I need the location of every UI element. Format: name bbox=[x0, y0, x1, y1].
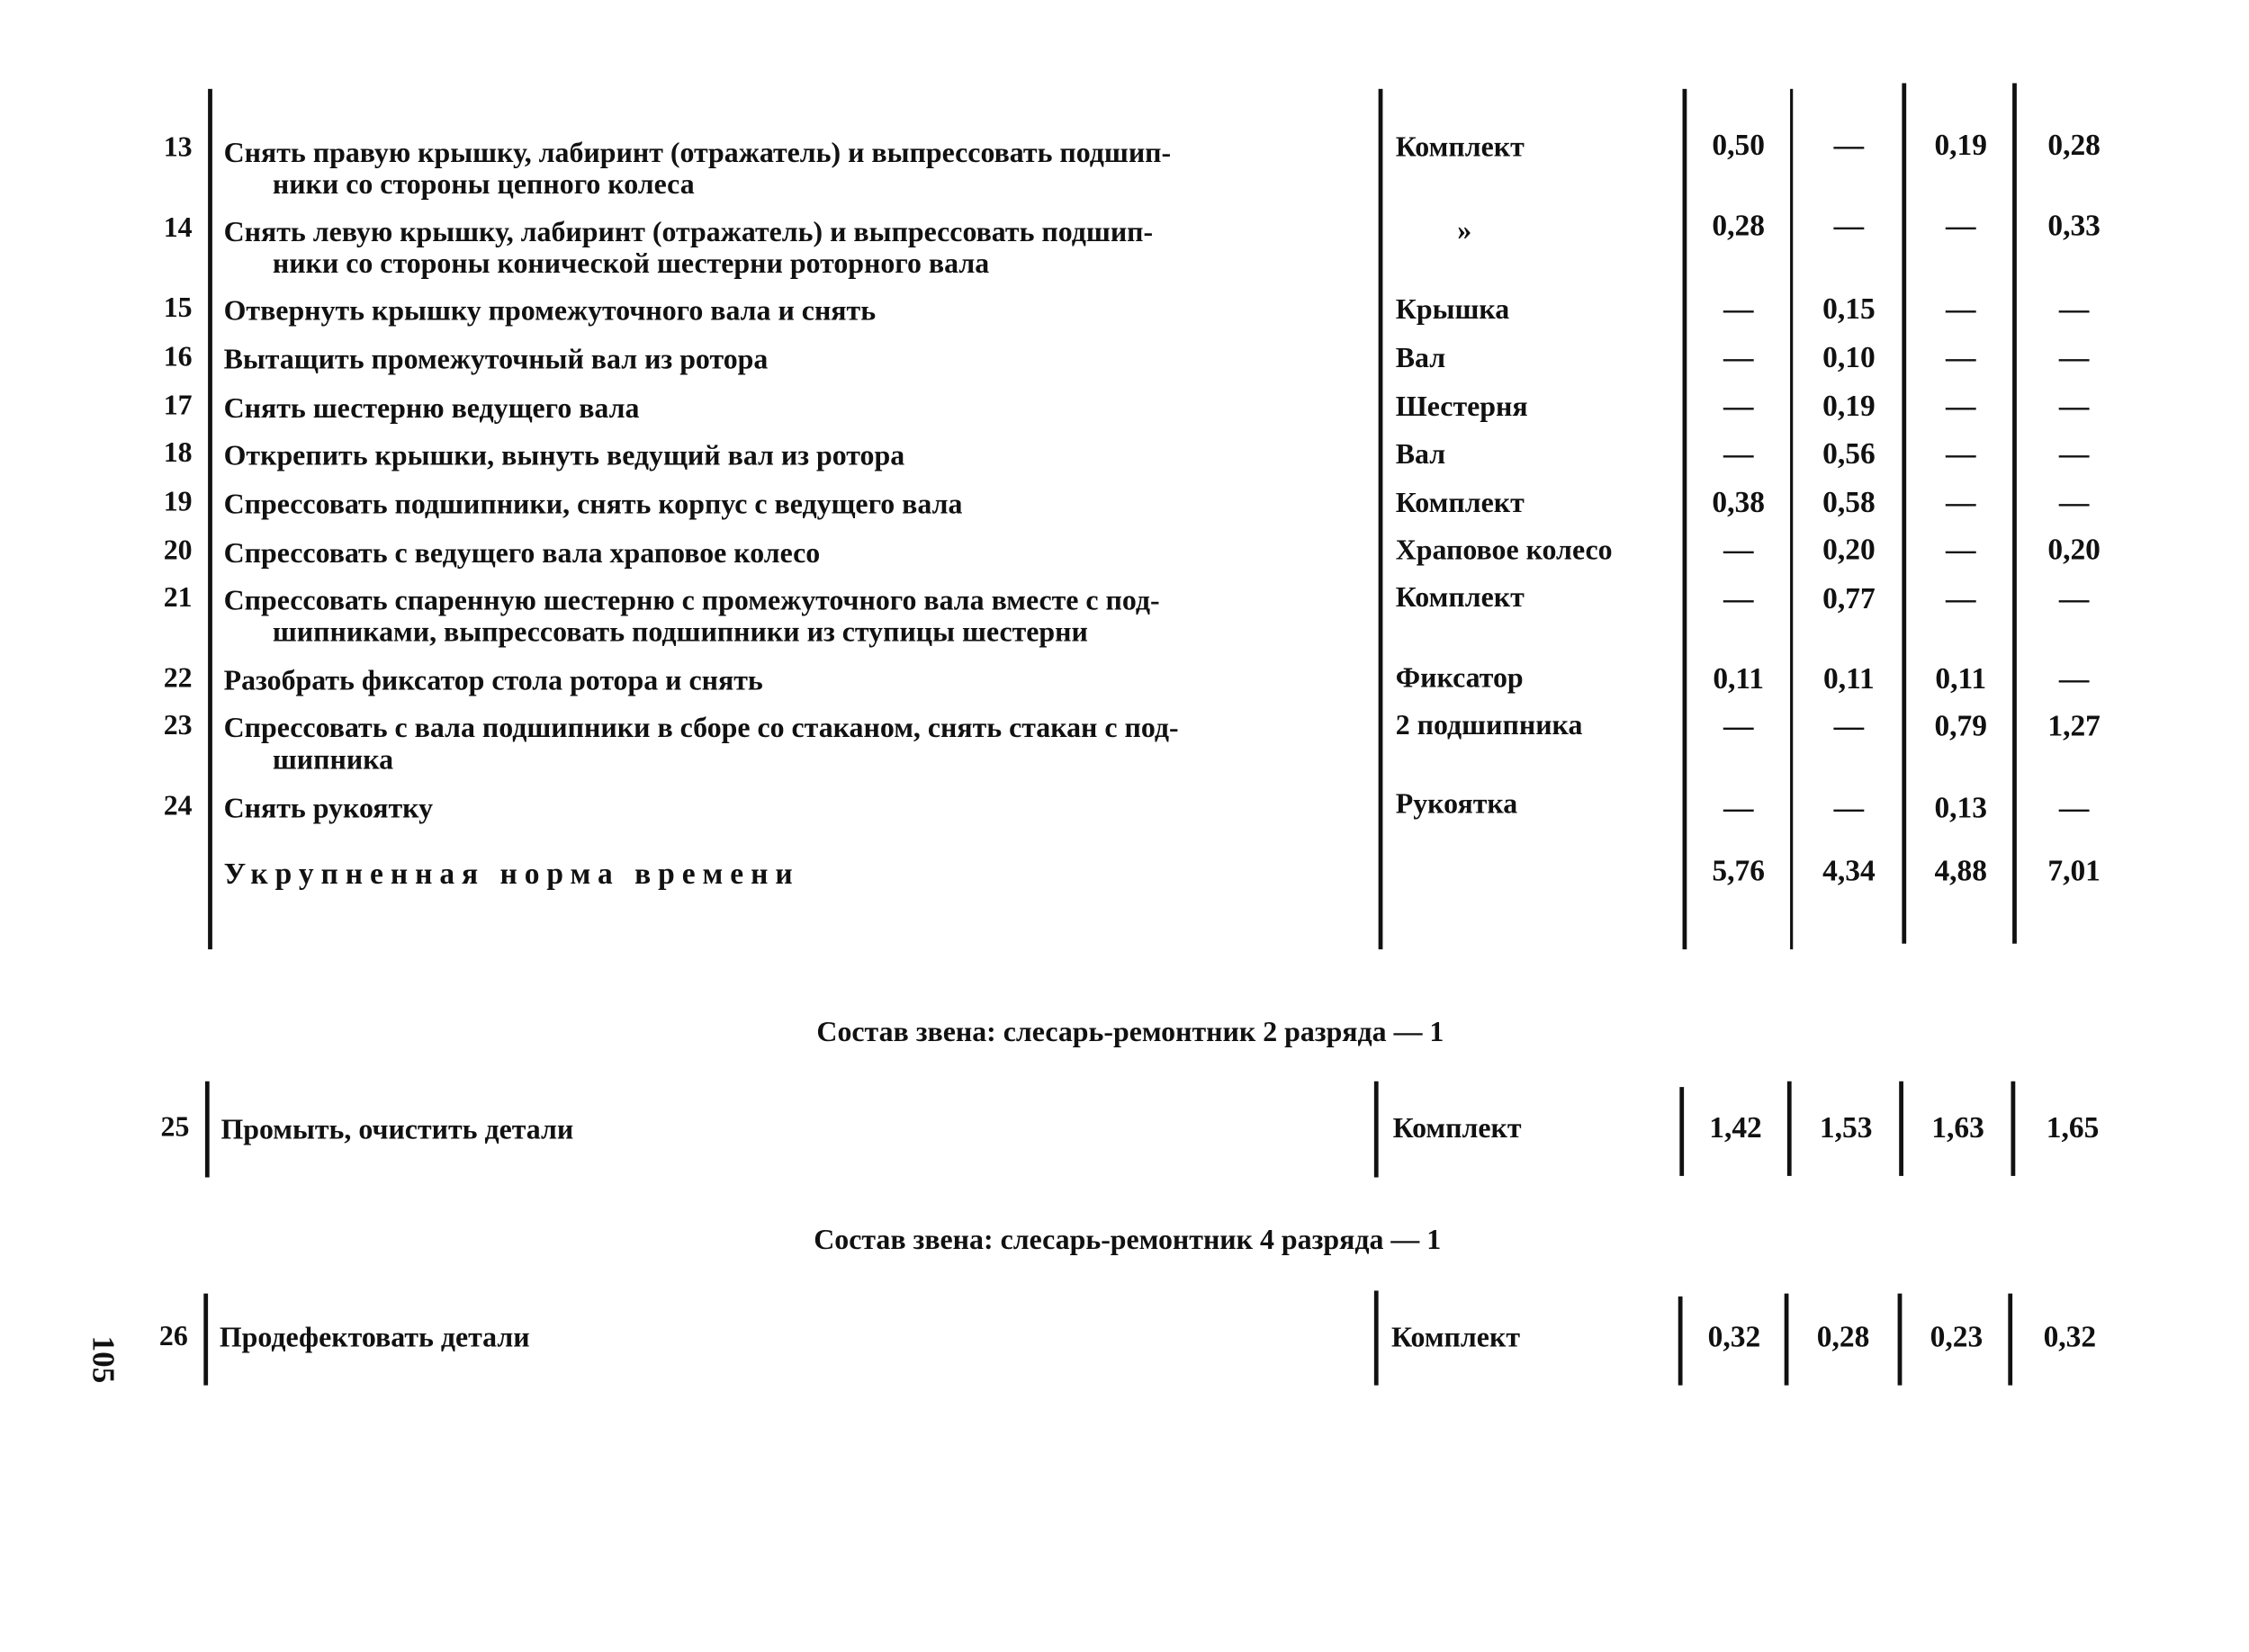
row-number: 15 bbox=[163, 292, 193, 325]
row-value-1: — bbox=[1723, 580, 1754, 615]
row-value-2: — bbox=[1833, 127, 1865, 163]
row-value-3: — bbox=[1945, 435, 1976, 471]
row-number: 20 bbox=[163, 534, 193, 567]
row-value-2: 0,28 bbox=[1816, 1319, 1870, 1354]
row-unit: Рукоятка bbox=[1395, 788, 1518, 821]
table-rule-v1-v2 bbox=[1785, 1294, 1789, 1386]
row-value-1: 0,28 bbox=[1712, 208, 1765, 243]
row-number: 19 bbox=[163, 486, 193, 518]
row-description-line2: шипника bbox=[272, 744, 394, 777]
table-rule-v3-v4 bbox=[2012, 83, 2017, 943]
row-number: 17 bbox=[163, 390, 193, 422]
row-description-line2: ники со стороны конической шестерни роторного вала bbox=[272, 247, 990, 280]
row-value-1: 0,38 bbox=[1712, 484, 1765, 519]
row-value-3: 0,23 bbox=[1930, 1319, 1984, 1354]
row-value-2: 0,20 bbox=[1822, 532, 1876, 567]
row-value-2: 1,53 bbox=[1819, 1109, 1873, 1145]
row-number: 16 bbox=[163, 341, 193, 373]
row-value-3: 0,13 bbox=[1934, 790, 1988, 825]
table-rule-desc-unit bbox=[1379, 89, 1383, 949]
row-value-3: — bbox=[1945, 484, 1976, 519]
row-unit: Храповое колесо bbox=[1395, 534, 1613, 567]
row-value-1: — bbox=[1723, 435, 1754, 471]
row-unit: Комплект bbox=[1395, 487, 1525, 519]
row-description-line2: шипниками, выпрессовать подшипники из ступицы шестерни bbox=[272, 616, 1088, 649]
total-label: Укрупненная норма времени bbox=[223, 856, 800, 891]
row-description-line2: ники со стороны цепного колеса bbox=[272, 169, 695, 202]
row-value-1: — bbox=[1723, 291, 1754, 326]
row-unit: Фиксатор bbox=[1395, 662, 1524, 695]
row-number: 18 bbox=[163, 437, 193, 470]
row-value-3: — bbox=[1945, 291, 1976, 326]
row-description: Открепить крышки, вынуть ведущий вал из ротора bbox=[223, 440, 905, 472]
table-rule-v2-v3 bbox=[1899, 1082, 1903, 1176]
row-value-1: — bbox=[1723, 532, 1754, 567]
row-description: Отвернуть крышку промежуточного вала и снять bbox=[223, 295, 877, 328]
row-value-4: 0,20 bbox=[2047, 532, 2101, 567]
row-value-2: 0,58 bbox=[1822, 484, 1876, 519]
row-value-2: 0,56 bbox=[1822, 435, 1876, 471]
row-unit: Шестерня bbox=[1395, 391, 1528, 424]
row-description-line1: Снять правую крышку, лабиринт (отражатель) и выпрессовать подшип- bbox=[223, 138, 1172, 170]
row-value-4: — bbox=[2058, 484, 2090, 519]
row-value-3: — bbox=[1945, 208, 1976, 243]
row-value-3: — bbox=[1945, 532, 1976, 567]
table-rule-v3-v4 bbox=[2011, 1082, 2016, 1176]
row-value-4: 1,27 bbox=[2047, 708, 2101, 743]
table-rule-v2-v3 bbox=[1902, 83, 1906, 943]
row-unit: Вал bbox=[1395, 438, 1446, 471]
row-value-4: — bbox=[2058, 660, 2090, 696]
row-value-3: — bbox=[1945, 339, 1976, 374]
row-description: Вытащить промежуточный вал из ротора bbox=[223, 344, 769, 376]
row-value-4: 0,28 bbox=[2047, 127, 2101, 163]
row-value-4: — bbox=[2058, 339, 2090, 374]
total-value-3: 4,88 bbox=[1934, 853, 1988, 888]
row-description-line1: Спрессовать спаренную шестерню с промежуточного вала вместе с под- bbox=[223, 585, 1160, 617]
row-value-3: 0,19 bbox=[1934, 127, 1988, 163]
row-description: Спрессовать с ведущего вала храповое колесо bbox=[223, 537, 821, 570]
row-value-4: 1,65 bbox=[2046, 1109, 2100, 1145]
row-value-2: — bbox=[1833, 208, 1865, 243]
table-rule-left bbox=[208, 89, 212, 949]
row-number: 23 bbox=[163, 709, 193, 741]
row-value-1: 0,32 bbox=[1707, 1319, 1761, 1354]
row-value-4: — bbox=[2058, 790, 2090, 825]
row-value-2: 0,77 bbox=[1822, 580, 1876, 615]
row-value-1: 1,42 bbox=[1709, 1109, 1762, 1145]
row-value-2: 0,15 bbox=[1822, 291, 1876, 326]
row-number: 21 bbox=[163, 582, 193, 615]
row-description: Разобрать фиксатор стола ротора и снять bbox=[223, 665, 763, 697]
row-description: Снять шестерню ведущего вала bbox=[223, 392, 640, 425]
row-description bbox=[224, 585, 1364, 648]
row-unit: Вал bbox=[1395, 342, 1446, 374]
row-description bbox=[224, 138, 1364, 201]
row-number: 22 bbox=[163, 662, 193, 695]
row-value-3: 0,11 bbox=[1935, 660, 1987, 696]
row-value-4: — bbox=[2058, 291, 2090, 326]
table-rule-desc-unit bbox=[1374, 1290, 1379, 1385]
row-value-4: — bbox=[2058, 580, 2090, 615]
row-unit: 2 подшипника bbox=[1395, 709, 1583, 741]
row-number: 13 bbox=[163, 131, 193, 164]
row-value-3: 1,63 bbox=[1931, 1109, 1984, 1145]
row-unit: Комплект bbox=[1395, 131, 1525, 164]
row-unit: » bbox=[1457, 215, 1472, 247]
row-value-1: 0,50 bbox=[1712, 127, 1765, 163]
table-rule-desc-unit bbox=[1374, 1082, 1379, 1178]
row-number: 14 bbox=[163, 211, 193, 244]
total-value-4: 7,01 bbox=[2047, 853, 2101, 888]
crew-caption-grade-2: Состав звена: слесарь-ремонтник 2 разряда — 1 bbox=[816, 1017, 1444, 1049]
row-value-1: — bbox=[1723, 339, 1754, 374]
table-rule-unit-v1 bbox=[1678, 1297, 1683, 1386]
row-description bbox=[224, 217, 1364, 280]
row-value-2: 0,10 bbox=[1822, 339, 1876, 374]
row-description-line1: Снять левую крышку, лабиринт (отражатель) и выпрессовать подшип- bbox=[223, 216, 1154, 248]
row-value-4: 0,33 bbox=[2047, 208, 2101, 243]
row-value-1: 0,11 bbox=[1713, 660, 1765, 696]
row-number: 25 bbox=[160, 1111, 190, 1144]
table-rule-v3-v4 bbox=[2008, 1294, 2012, 1386]
row-value-2: 0,19 bbox=[1822, 388, 1876, 424]
row-value-3: 0,79 bbox=[1934, 708, 1988, 743]
table-rule-unit-v1 bbox=[1679, 1087, 1684, 1176]
table-rule-v2-v3 bbox=[1898, 1294, 1903, 1386]
row-value-3: — bbox=[1945, 388, 1976, 424]
table-rule-v1-v2 bbox=[1790, 89, 1793, 949]
row-unit: Крышка bbox=[1395, 293, 1510, 326]
row-value-4: 0,32 bbox=[2043, 1319, 2097, 1354]
row-number: 26 bbox=[158, 1320, 188, 1352]
crew-caption-grade-4: Состав звена: слесарь-ремонтник 4 разряда — 1 bbox=[814, 1225, 1442, 1257]
row-number: 24 bbox=[163, 790, 193, 822]
table-rule-unit-v1 bbox=[1683, 89, 1687, 949]
table-rule-left bbox=[205, 1082, 210, 1178]
row-value-2: 0,11 bbox=[1823, 660, 1875, 696]
row-value-4: — bbox=[2058, 435, 2090, 471]
total-value-2: 4,34 bbox=[1822, 853, 1876, 888]
row-unit: Комплект bbox=[1395, 582, 1525, 615]
row-value-4: — bbox=[2058, 388, 2090, 424]
row-value-1: — bbox=[1723, 790, 1754, 825]
row-description bbox=[224, 713, 1364, 776]
row-value-2: — bbox=[1833, 790, 1865, 825]
row-value-2: — bbox=[1833, 708, 1865, 743]
row-value-1: — bbox=[1723, 708, 1754, 743]
row-unit: Комплект bbox=[1392, 1112, 1522, 1145]
row-description: Продефектовать детали bbox=[219, 1322, 530, 1354]
row-description: Промыть, очистить детали bbox=[220, 1114, 574, 1146]
row-unit: Комплект bbox=[1390, 1322, 1520, 1354]
table-rule-left bbox=[203, 1294, 208, 1386]
row-value-3: — bbox=[1945, 580, 1976, 615]
table-rule-v1-v2 bbox=[1787, 1082, 1792, 1176]
row-description: Снять рукоятку bbox=[223, 793, 434, 825]
row-description: Спрессовать подшипники, снять корпус с ведущего вала bbox=[223, 489, 963, 521]
row-value-1: — bbox=[1723, 388, 1754, 424]
row-description-line1: Спрессовать с вала подшипники в сборе со стаканом, снять стакан с под- bbox=[223, 713, 1179, 745]
total-value-1: 5,76 bbox=[1712, 853, 1765, 888]
page-number: 105 bbox=[85, 1335, 122, 1384]
